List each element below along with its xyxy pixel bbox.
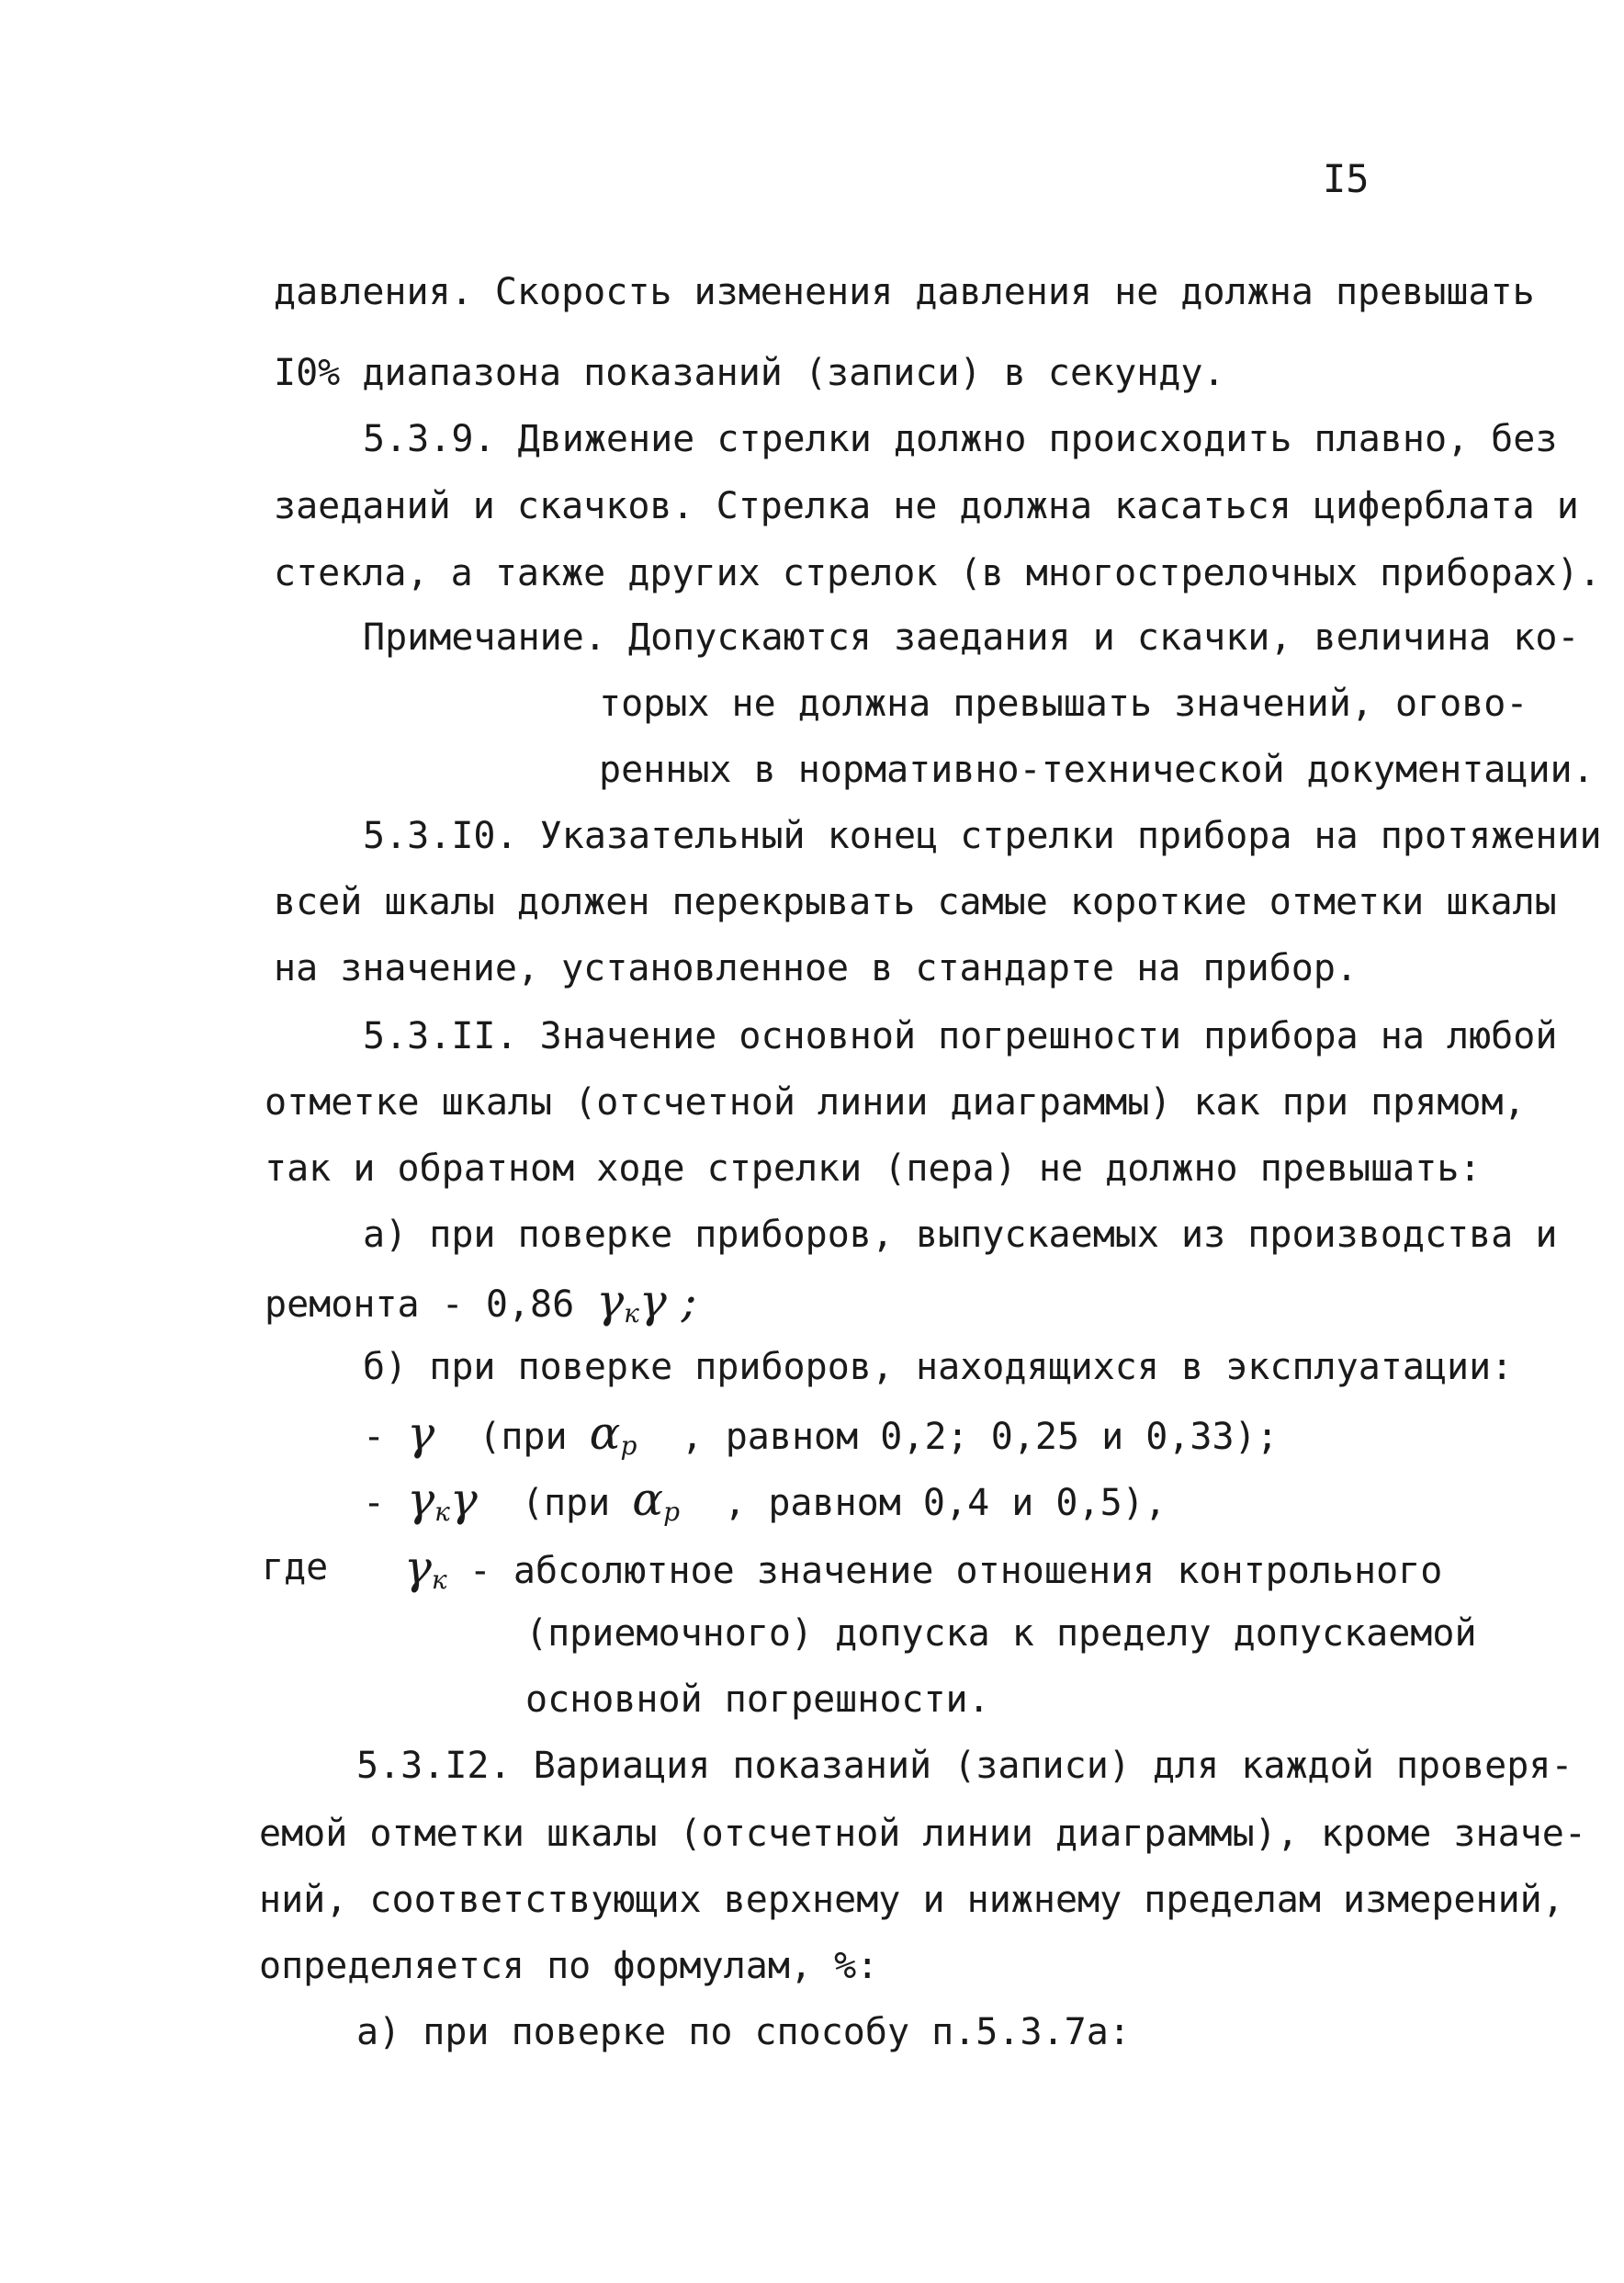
gamma-symbol: γ xyxy=(449,1473,478,1526)
text-fragment: (при xyxy=(479,1416,568,1458)
gamma-symbol: γ xyxy=(404,1541,432,1594)
definition-line xyxy=(404,1543,1442,1604)
formula-line xyxy=(363,1409,1279,1470)
text-line: давления. Скорость изменения давления не должна превышать xyxy=(274,271,1535,313)
text-line: 5.3.I2. Вариация показаний (записи) для каждой проверя- xyxy=(356,1745,1573,1787)
text-line: емой отметки шкалы (отсчетной линии диаграммы), кроме значе- xyxy=(259,1813,1586,1855)
text-fragment: , равном 0,4 и 0,5), xyxy=(724,1482,1167,1524)
dash: - xyxy=(363,1482,386,1524)
text-line: всей шкалы должен перекрывать самые короткие отметки шкалы xyxy=(274,881,1557,923)
gamma-symbol: γ xyxy=(596,1274,625,1328)
formula-line xyxy=(363,1475,1167,1536)
subscript-k: к xyxy=(434,1497,450,1527)
text-fragment: (при xyxy=(521,1482,611,1524)
text-fragment: - абсолютное значение отношения контрольного xyxy=(468,1550,1443,1592)
text-line: на значение, установленное в стандарте на прибор. xyxy=(274,947,1359,989)
text-line: а) при поверке по способу п.5.3.7а: xyxy=(356,2011,1131,2053)
text-line: отметке шкалы (отсчетной линии диаграммы) как при прямом, xyxy=(265,1081,1526,1124)
subscript-k: к xyxy=(431,1565,447,1595)
text-line: заеданий и скачков. Стрелка не должна касаться циферблата и xyxy=(274,485,1579,527)
text-line: так и обратном ходе стрелки (пера) не должно превышать: xyxy=(265,1147,1482,1190)
text-fragment: ремонта - 0,86 xyxy=(265,1283,575,1326)
definition-line: основной погрешности. xyxy=(525,1678,990,1721)
text-line: 5.3.II. Значение основной погрешности прибора на любой xyxy=(363,1015,1558,1057)
alpha-symbol: α xyxy=(632,1473,664,1526)
subscript-p: р xyxy=(620,1430,637,1461)
text-line: 5.3.9. Движение стрелки должно происходить плавно, без xyxy=(363,418,1558,460)
text-line: 5.3.I0. Указательный конец стрелки прибора на протяжении xyxy=(363,815,1602,857)
alpha-symbol: α xyxy=(589,1407,621,1460)
text-line: ний, соответствующих верхнему и нижнему пределам измерений, xyxy=(259,1879,1564,1921)
text-line: стекла, а также других стрелок (в многострелочных приборах). xyxy=(274,552,1601,594)
gamma-symbol: γ xyxy=(407,1473,435,1526)
gamma-symbol: γ xyxy=(407,1407,435,1460)
text-line: определяется по формулам, %: xyxy=(259,1945,879,1987)
subscript-p: р xyxy=(663,1497,680,1527)
dash: - xyxy=(363,1416,386,1458)
page-number: I5 xyxy=(1323,156,1370,201)
definition-term: где xyxy=(262,1546,329,1588)
note-line: торых не должна превышать значений, огово- xyxy=(599,683,1528,725)
text-line: I0% диапазона показаний (записи) в секунду. xyxy=(274,352,1225,394)
text-line: б) при поверке приборов, находящихся в эксплуатации: xyxy=(363,1346,1514,1388)
note-line: Примечание. Допускаются заедания и скачки, величина ко- xyxy=(363,616,1580,659)
note-line: ренных в нормативно-технической документации. xyxy=(599,749,1595,791)
subscript-k: к xyxy=(624,1298,639,1328)
gamma-symbol: γ ; xyxy=(638,1274,697,1328)
text-line xyxy=(265,1274,697,1338)
definition-line: (приемочного) допуска к пределу допускаемой xyxy=(525,1612,1477,1655)
text-fragment: , равном 0,2; 0,25 и 0,33); xyxy=(681,1416,1279,1458)
text-line: а) при поверке приборов, выпускаемых из производства и xyxy=(363,1214,1558,1256)
